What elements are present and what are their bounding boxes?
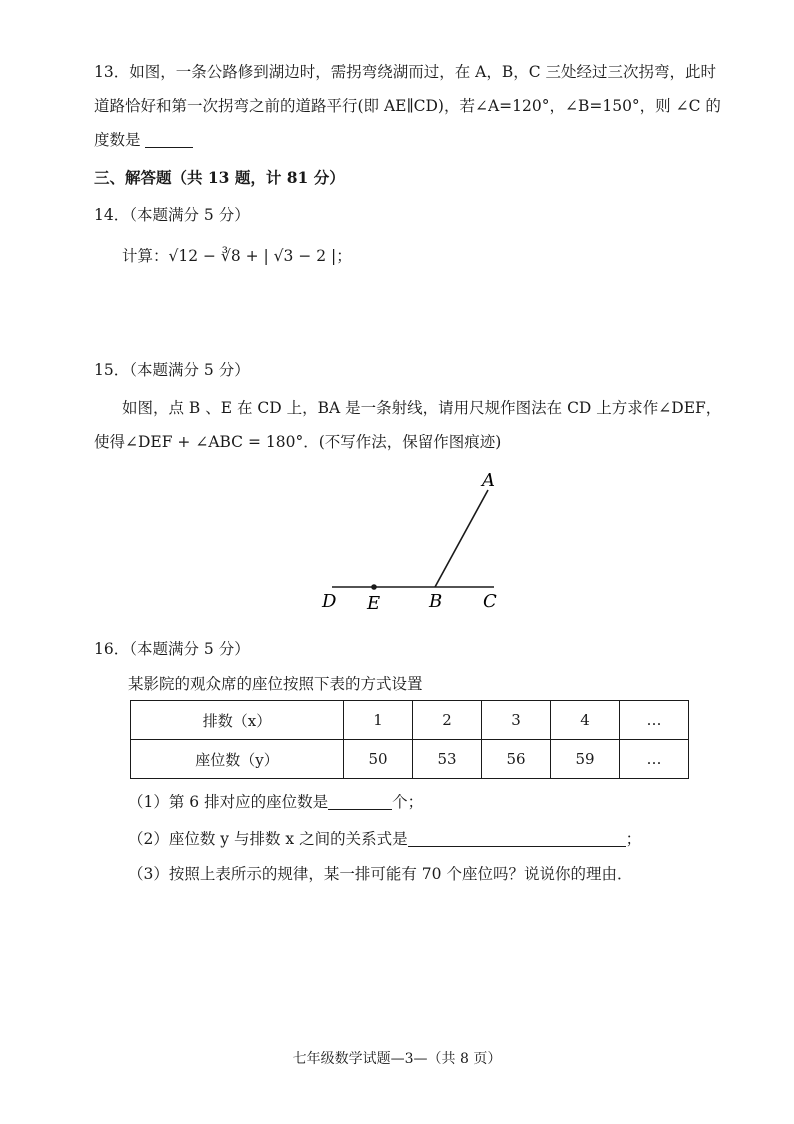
page-footer: 七年级数学试题—3—（共 8 页） — [292, 1051, 502, 1067]
label-a: A — [482, 470, 495, 491]
q13-answer-blank[interactable] — [145, 131, 193, 148]
q14-prefix: 计算： — [122, 247, 169, 265]
q16-sub-1-blank[interactable] — [328, 793, 392, 810]
label-d: D — [322, 591, 337, 612]
table-cell: 53 — [413, 740, 482, 779]
table-row — [131, 701, 689, 740]
q15-header: 15．（本题满分 5 分） — [94, 361, 250, 379]
table-cell: … — [620, 701, 689, 740]
q16-sub-2-suffix: ； — [625, 830, 642, 848]
seats-table — [130, 700, 689, 779]
q16-sub-3: （3）按照上表所示的规律，某一排可能有 70 个座位吗？说说你的理由． — [128, 865, 633, 883]
q13-line-3-text: 度数是 — [94, 131, 141, 149]
section-3-heading: 三、解答题（共 13 题，计 81 分） — [94, 168, 345, 187]
q14-question — [122, 244, 352, 266]
row-header-seats: 座位数（y） — [131, 740, 344, 779]
q16-header: 16．（本题满分 5 分） — [94, 640, 250, 658]
table-cell: 50 — [344, 740, 413, 779]
q15-figure — [320, 466, 510, 616]
table-row — [131, 740, 689, 779]
point-e — [371, 584, 377, 590]
q16-sub-2-blank[interactable] — [408, 830, 626, 847]
table-cell: 2 — [413, 701, 482, 740]
label-b: B — [429, 591, 443, 612]
table-cell: 1 — [344, 701, 413, 740]
q14-expression: √12 − ∛8 + | √3 − 2 |； — [168, 247, 352, 265]
table-cell: … — [620, 740, 689, 779]
q13-line-1: 13．如图，一条公路修到湖边时，需拐弯绕湖而过，在 A，B，C 三处经过三次拐弯，此时 — [94, 63, 717, 81]
table-cell: 4 — [551, 701, 620, 740]
q15-line-2: 使得∠DEF + ∠ABC = 180°．(不写作法，保留作图痕迹) — [94, 433, 502, 451]
q16-sub-1-suffix: 个； — [392, 793, 424, 811]
q13-line-2: 道路恰好和第一次拐弯之前的道路平行(即 AE∥CD)，若∠A=120°，∠B=150°，则 ∠C 的 — [94, 97, 721, 115]
table-cell: 56 — [482, 740, 551, 779]
q16-sub-2 — [128, 827, 641, 849]
row-header-rows: 排数（x） — [131, 701, 344, 740]
q14-header: 14．（本题满分 5 分） — [94, 206, 250, 224]
label-c: C — [483, 591, 497, 612]
q16-intro: 某影院的观众席的座位按照下表的方式设置 — [128, 675, 423, 693]
table-cell: 3 — [482, 701, 551, 740]
table-cell: 59 — [551, 740, 620, 779]
q13-line-3 — [94, 128, 193, 150]
q15-line-1: 如图，点 B 、E 在 CD 上，BA 是一条射线，请用尺规作图法在 CD 上方求作∠DEF， — [122, 399, 722, 417]
ray-ba — [435, 490, 488, 587]
q16-sub-2-text: （2）座位数 y 与排数 x 之间的关系式是 — [128, 830, 408, 848]
q16-sub-1 — [128, 790, 423, 812]
q16-sub-1-text: （1）第 6 排对应的座位数是 — [128, 793, 329, 811]
label-e: E — [367, 593, 381, 614]
